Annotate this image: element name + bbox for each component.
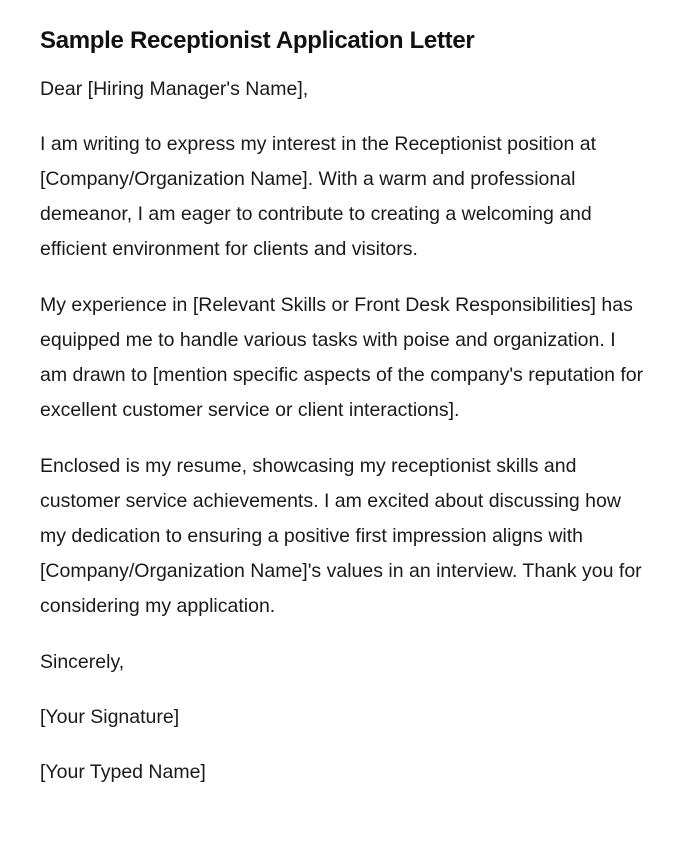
salutation: Dear [Hiring Manager's Name],: [40, 78, 309, 100]
signature-placeholder: [Your Signature]: [40, 706, 180, 728]
letter-document: [40, 24, 646, 810]
body-paragraph-3: Enclosed is my resume, showcasing my receptionist skills and customer service achievements. I am excited about discussing how my dedication to ensuring a positive first impression aligns with [Company/Organization Name]'s values in an interview. Thank you for considering my application.: [40, 455, 642, 617]
body-paragraph-1: I am writing to express my interest in the Receptionist position at [Company/Organization Name]. With a warm and professional demeanor, I am eager to contribute to creating a welcoming and efficient environment for clients and visitors.: [40, 133, 596, 260]
page-title: Sample Receptionist Application Letter: [40, 27, 475, 54]
typed-name-placeholder: [Your Typed Name]: [40, 761, 206, 783]
body-paragraph-2: My experience in [Relevant Skills or Front Desk Responsibilities] has equipped me to handle various tasks with poise and organization. I am drawn to [mention specific aspects of the company's reputation for excellent customer service or client interactions].: [40, 294, 644, 421]
closing: Sincerely,: [40, 651, 125, 673]
